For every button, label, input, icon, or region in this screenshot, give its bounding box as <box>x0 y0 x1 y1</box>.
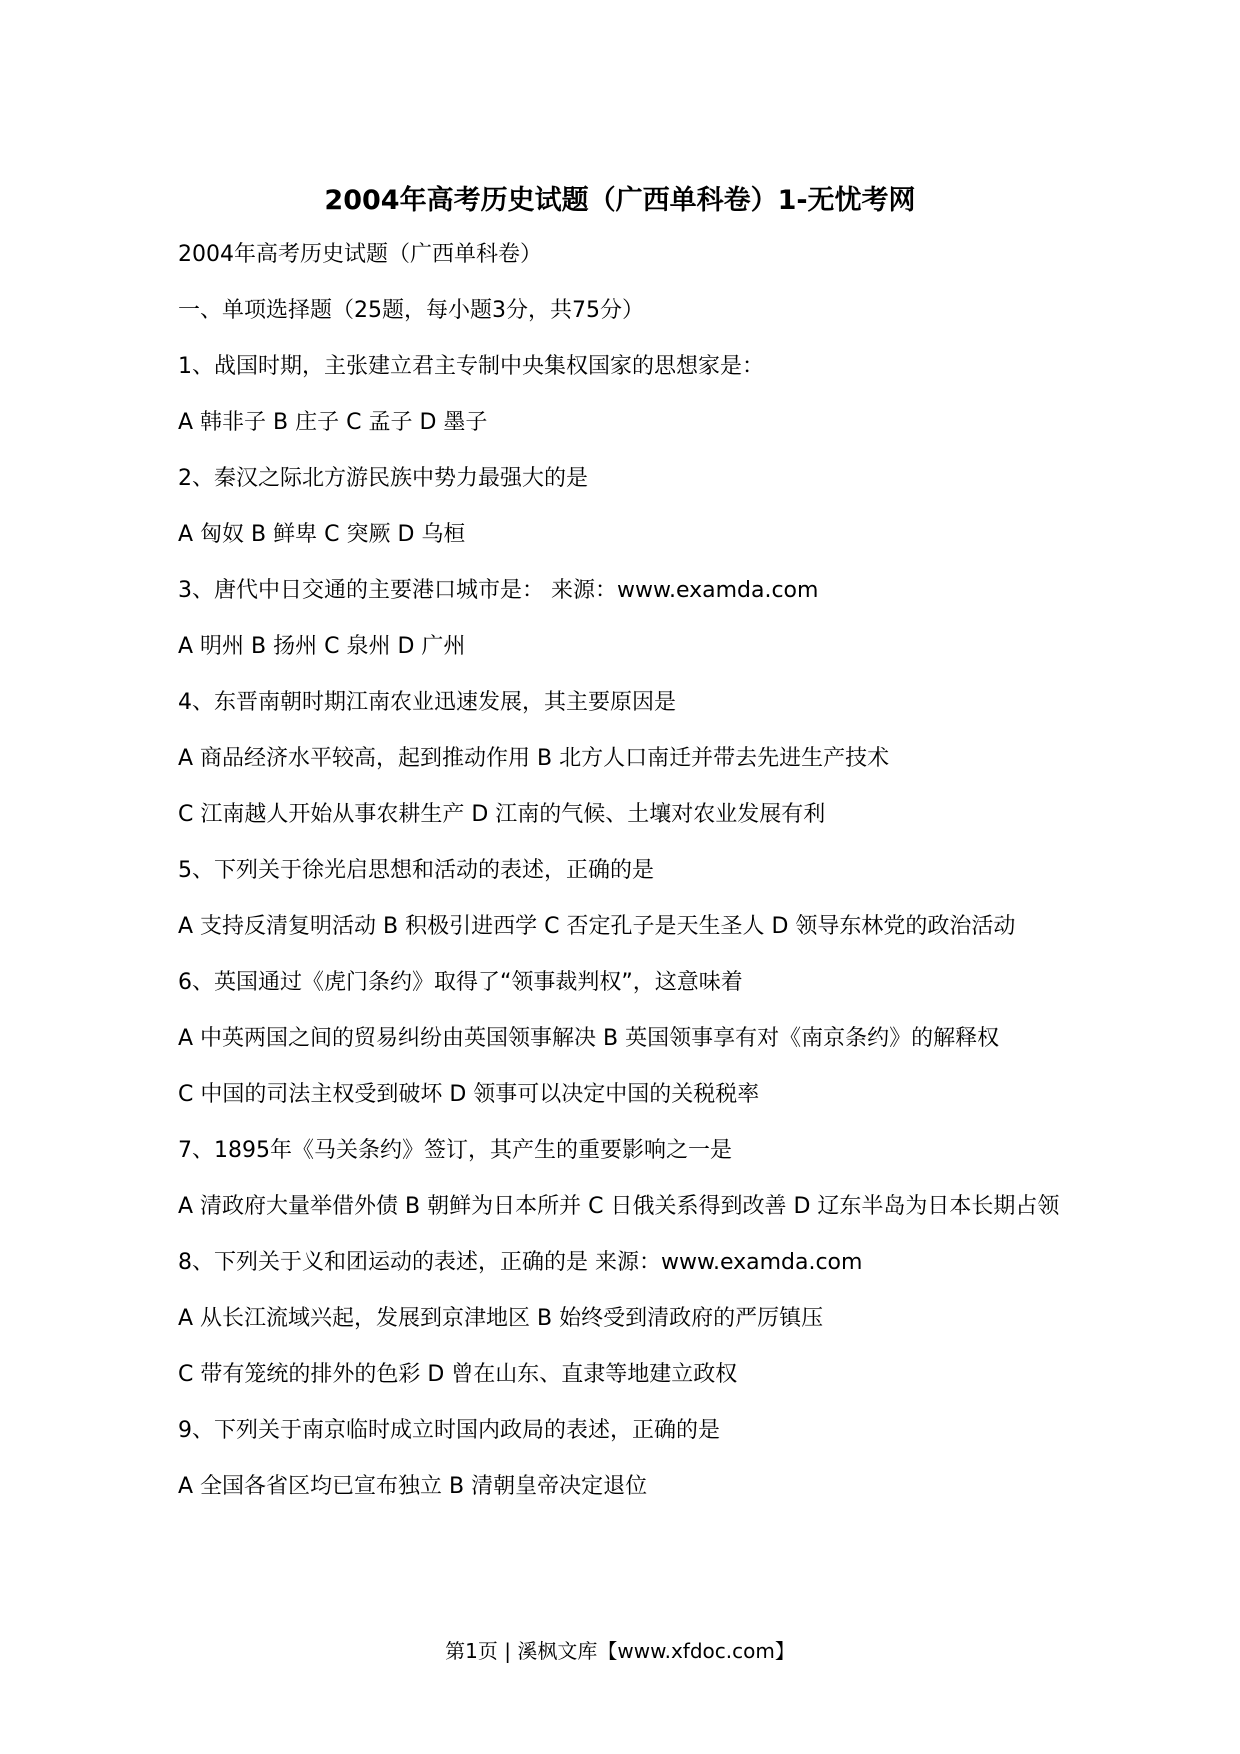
options-4-part-1: A 商品经济水平较高，起到推动作用 B 北方人口南迁并带去先进生产技术 <box>178 746 890 771</box>
question-1: 1、战国时期，主张建立君主专制中央集权国家的思想家是： <box>178 354 764 379</box>
options-1: A 韩非子 B 庄子 C 孟子 D 墨子 <box>178 410 488 435</box>
options-9: A 全国各省区均已宣布独立 B 清朝皇帝决定退位 <box>178 1474 648 1499</box>
options-7: A 清政府大量举借外债 B 朝鲜为日本所并 C 日俄关系得到改善 D 辽东半岛为日本长期占领 <box>178 1194 1060 1219</box>
options-2: A 匈奴 B 鲜卑 C 突厥 D 乌桓 <box>178 522 466 547</box>
document-title: 2004年高考历史试题（广西单科卷）1-无忧考网 <box>324 185 916 216</box>
options-4-part-2: C 江南越人开始从事农耕生产 D 江南的气候、土壤对农业发展有利 <box>178 802 826 827</box>
question-2: 2、秦汉之际北方游民族中势力最强大的是 <box>178 466 588 491</box>
options-3: A 明州 B 扬州 C 泉州 D 广州 <box>178 634 466 659</box>
question-8: 8、下列关于义和团运动的表述，正确的是 来源：www.examda.com <box>178 1250 863 1275</box>
options-6-part-1: A 中英两国之间的贸易纠纷由英国领事解决 B 英国领事享有对《南京条约》的解释权 <box>178 1026 1000 1051</box>
document-body <box>178 240 1062 1528</box>
options-8-part-2: C 带有笼统的排外的色彩 D 曾在山东、直隶等地建立政权 <box>178 1362 738 1387</box>
question-6: 6、英国通过《虎门条约》取得了“领事裁判权”，这意味着 <box>178 970 743 995</box>
options-6-part-2: C 中国的司法主权受到破坏 D 领事可以决定中国的关税税率 <box>178 1082 760 1107</box>
question-9: 9、下列关于南京临时成立时国内政局的表述，正确的是 <box>178 1418 720 1443</box>
question-5: 5、下列关于徐光启思想和活动的表述，正确的是 <box>178 858 654 883</box>
question-3: 3、唐代中日交通的主要港口城市是： 来源：www.examda.com <box>178 578 819 603</box>
options-8-part-1: A 从长江流域兴起，发展到京津地区 B 始终受到清政府的严厉镇压 <box>178 1306 824 1331</box>
page-footer: 第1页 | 溪枫文库【www.xfdoc.com】 <box>445 1639 795 1663</box>
subtitle-line: 2004年高考历史试题（广西单科卷） <box>178 242 542 267</box>
options-5: A 支持反清复明活动 B 积极引进西学 C 否定孔子是天生圣人 D 领导东林党的政治活动 <box>178 914 1016 939</box>
question-4: 4、东晋南朝时期江南农业迅速发展，其主要原因是 <box>178 690 676 715</box>
question-7: 7、1895年《马关条约》签订，其产生的重要影响之一是 <box>178 1138 732 1163</box>
section-heading: 一、单项选择题（25题，每小题3分，共75分） <box>178 298 644 323</box>
